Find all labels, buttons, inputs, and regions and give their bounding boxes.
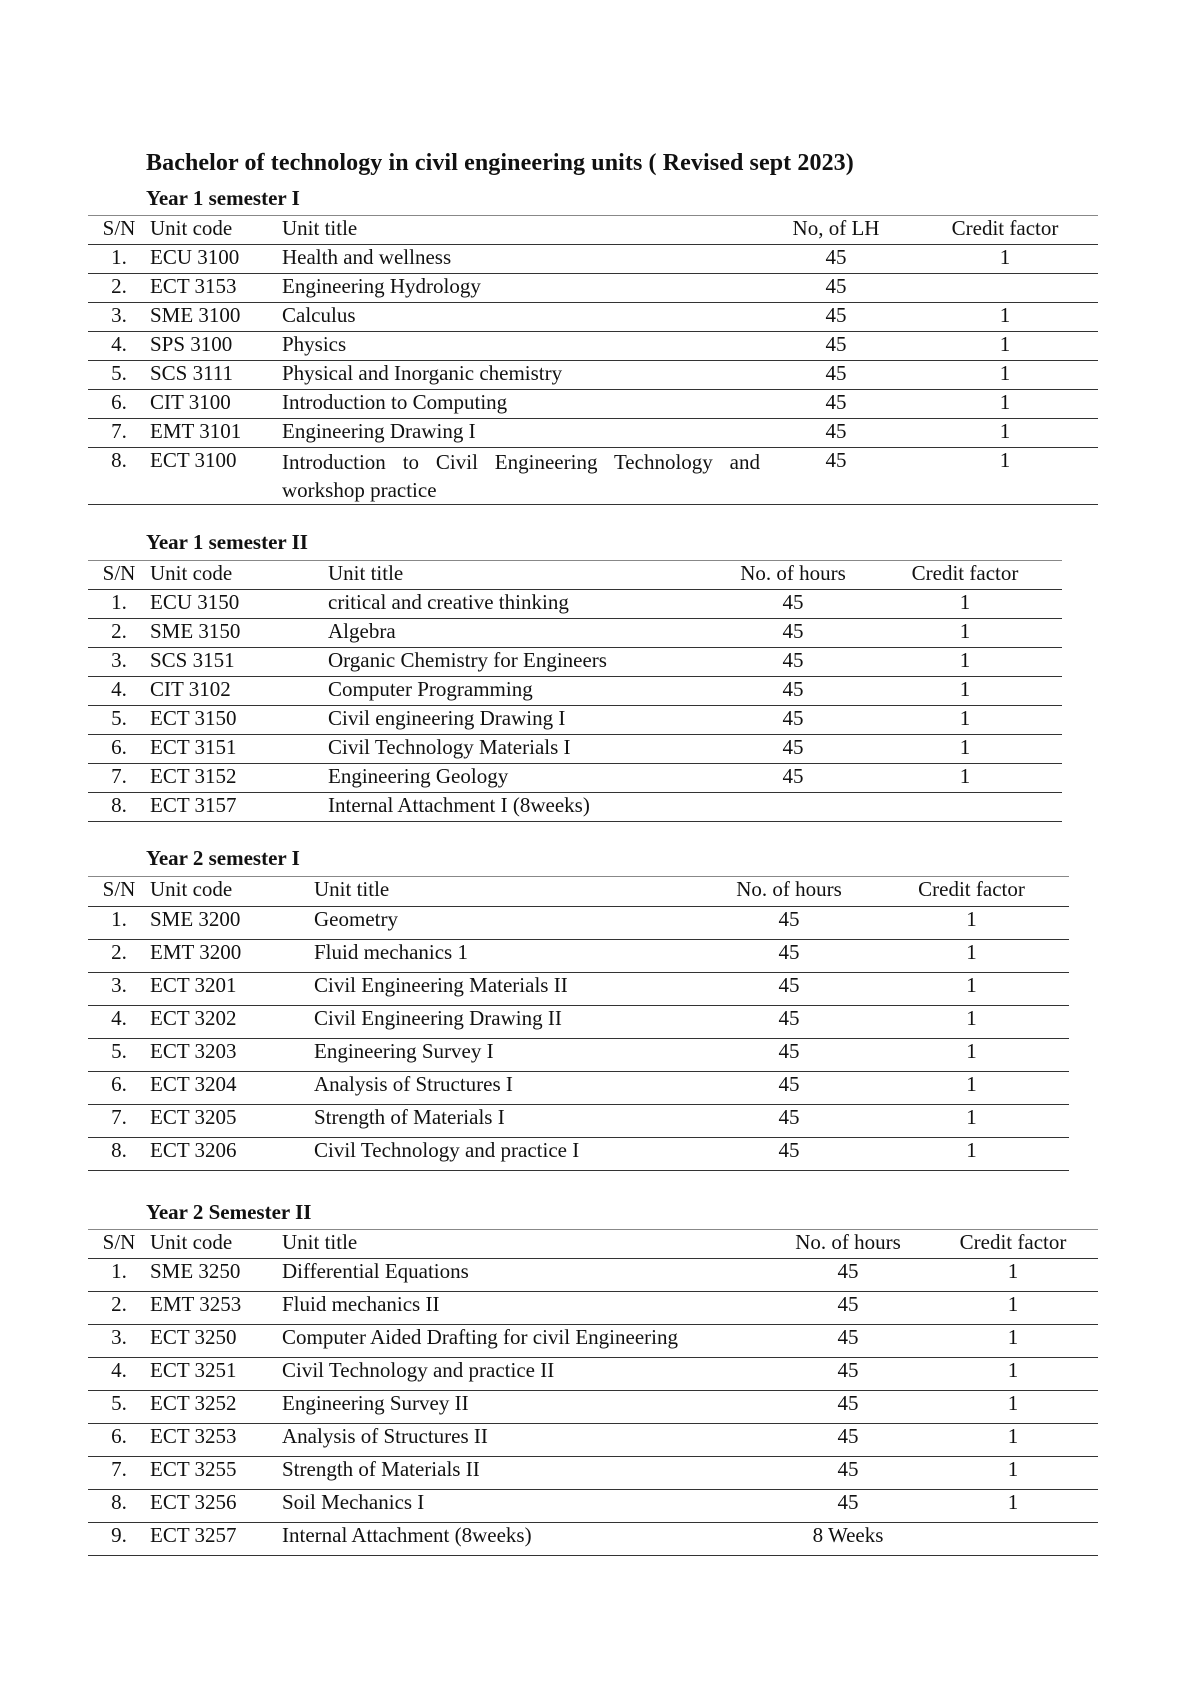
cell-sn: 1. [111,1259,127,1283]
table-row [88,619,1062,648]
column-header-credit: Credit factor [918,877,1025,901]
cell-title: Analysis of Structures I [314,1072,513,1096]
table-row [88,793,1062,822]
cell-hours: 45 [837,1490,859,1514]
section-heading-y2s2: Year 2 Semester II [146,1200,312,1224]
cell-hours: 45 [825,361,847,385]
table-row [88,1424,1098,1457]
units-table-y1s2 [88,560,1062,822]
cell-title: Introduction to Computing [282,390,508,414]
cell-credit: 1 [999,303,1011,327]
table-row [88,973,1069,1006]
column-header-title: Unit title [282,216,358,240]
table-row [88,940,1069,973]
cell-title: Computer Programming [328,677,533,701]
cell-code: ECU 3100 [150,245,240,269]
column-header-code: Unit code [150,216,233,240]
units-table-y2s1 [88,876,1069,1171]
cell-code: ECT 3151 [150,735,237,759]
cell-hours: 45 [782,706,804,730]
cell-code: ECT 3100 [150,448,237,472]
table-row [88,764,1062,793]
table-row [88,390,1098,419]
cell-title: Civil Engineering Drawing II [314,1006,562,1030]
cell-sn: 1. [111,590,127,614]
cell-code: ECT 3256 [150,1490,237,1514]
cell-title: critical and creative thinking [328,590,569,614]
cell-code: ECT 3206 [150,1138,237,1162]
table-row [88,361,1098,390]
cell-hours: 45 [782,590,804,614]
cell-hours [718,793,868,822]
cell-code: ECT 3201 [150,973,237,997]
cell-credit: 1 [1007,1457,1019,1481]
cell-sn: 7. [111,764,127,788]
cell-credit: 1 [966,1006,977,1030]
cell-sn: 1. [111,245,127,269]
table-header-row [88,216,1098,245]
cell-code: SME 3150 [150,619,241,643]
cell-credit: 1 [999,390,1011,414]
units-table-y2s2 [88,1229,1098,1556]
cell-sn: 3. [111,303,127,327]
cell-credit: 1 [999,361,1011,385]
cell-title: Geometry [314,907,398,931]
cell-credit: 1 [966,1039,977,1063]
cell-sn: 4. [111,332,127,356]
column-header-title: Unit title [328,561,404,585]
cell-sn: 6. [111,390,127,414]
cell-sn: 5. [111,706,127,730]
cell-title: Physical and Inorganic chemistry [282,361,563,385]
column-header-sn: S/N [102,561,136,585]
cell-sn: 7. [111,1457,127,1481]
column-header-hours: No. of hours [740,561,846,585]
table-row [88,1325,1098,1358]
column-header-sn: S/N [102,1230,136,1254]
table-row [88,448,1098,505]
cell-hours: 8 Weeks [812,1523,884,1547]
cell-code: ECU 3150 [150,590,240,614]
column-header-hours: No, of LH [792,216,880,240]
cell-hours: 45 [782,648,804,672]
table-row [88,1358,1098,1391]
cell-sn: 5. [111,361,127,385]
cell-sn: 7. [111,419,127,443]
cell-code: SME 3200 [150,907,241,931]
column-header-title: Unit title [314,877,390,901]
cell-hours: 45 [825,274,847,298]
cell-title: Civil Technology Materials I [328,735,571,759]
cell-title: Civil Engineering Materials II [314,973,568,997]
cell-title: Strength of Materials II [282,1457,480,1481]
cell-code: ECT 3255 [150,1457,237,1481]
table-row [88,1391,1098,1424]
table-row [88,1259,1098,1292]
page-title: Bachelor of technology in civil engineering units ( Revised sept 2023) [146,150,854,176]
table-row [88,1490,1098,1523]
cell-sn: 3. [111,1325,127,1349]
cell-sn: 6. [111,735,127,759]
cell-title: Internal Attachment I (8weeks) [328,793,590,817]
column-header-sn: S/N [102,877,136,901]
cell-code: ECT 3205 [150,1105,237,1129]
cell-hours: 45 [782,677,804,701]
section-heading-y1s2: Year 1 semester II [146,530,308,554]
cell-hours: 45 [782,619,804,643]
table-row [88,245,1098,274]
cell-code: ECT 3152 [150,764,237,788]
table-row [88,735,1062,764]
cell-code: SCS 3151 [150,648,235,672]
cell-title: Introduction to Civil Engineering Technology and workshop practice [282,450,760,502]
cell-code: ECT 3153 [150,274,237,298]
column-header-credit: Credit factor [959,1230,1067,1254]
cell-hours: 45 [778,973,800,997]
cell-credit: 1 [959,677,971,701]
cell-hours: 45 [837,1457,859,1481]
column-header-hours: No. of hours [736,877,842,901]
cell-hours: 45 [825,332,847,356]
cell-title: Health and wellness [282,245,452,269]
cell-hours: 45 [825,448,847,472]
cell-hours: 45 [825,419,847,443]
cell-hours: 45 [778,1138,800,1162]
table-row [88,648,1062,677]
table-row [88,1292,1098,1325]
cell-code: ECT 3257 [150,1523,237,1547]
cell-credit: 1 [959,764,971,788]
cell-hours: 45 [778,1072,800,1096]
cell-title: Soil Mechanics I [282,1490,425,1514]
table-row [88,274,1098,303]
cell-sn: 4. [111,677,127,701]
cell-code: ECT 3203 [150,1039,237,1063]
section-heading-y2s1: Year 2 semester I [146,846,300,870]
cell-title: Engineering Survey II [282,1391,469,1415]
cell-credit: 1 [999,448,1011,472]
cell-hours: 45 [837,1292,859,1316]
cell-sn: 8. [111,1138,127,1162]
cell-hours: 45 [782,735,804,759]
cell-credit: 1 [1007,1490,1019,1514]
table-row [88,1072,1069,1105]
cell-credit: 1 [966,1105,977,1129]
column-header-code: Unit code [150,877,233,901]
cell-hours: 45 [837,1358,859,1382]
cell-title: Calculus [282,303,356,327]
cell-sn: 9. [111,1523,127,1547]
cell-code: CIT 3100 [150,390,231,414]
cell-sn: 3. [111,973,127,997]
cell-sn: 4. [111,1006,127,1030]
column-header-hours: No. of hours [795,1230,901,1254]
cell-credit: 1 [959,706,971,730]
cell-hours: 45 [778,1039,800,1063]
table-row [88,907,1069,940]
column-header-credit: Credit factor [951,216,1059,240]
cell-hours: 45 [778,1006,800,1030]
cell-sn: 3. [111,648,127,672]
column-header-credit: Credit factor [911,561,1019,585]
cell-sn: 2. [111,940,127,964]
cell-code: ECT 3157 [150,793,237,817]
cell-title: Fluid mechanics 1 [314,940,468,964]
cell-hours: 45 [837,1325,859,1349]
table-row [88,332,1098,361]
cell-title: Engineering Geology [328,764,509,788]
cell-title: Algebra [328,619,396,643]
cell-credit: 1 [966,940,977,964]
cell-title: Strength of Materials I [314,1105,505,1129]
table-row [88,1006,1069,1039]
table-row [88,1523,1098,1556]
cell-code: SME 3100 [150,303,241,327]
cell-credit: 1 [966,973,977,997]
cell-title: Physics [282,332,347,356]
table-row [88,706,1062,735]
cell-code: ECT 3251 [150,1358,237,1382]
table-header-row [88,1230,1098,1259]
table-row [88,419,1098,448]
cell-code: ECT 3204 [150,1072,237,1096]
cell-sn: 7. [111,1105,127,1129]
cell-hours: 45 [778,907,800,931]
cell-credit: 1 [1007,1391,1019,1415]
cell-sn: 8. [111,793,127,817]
cell-title: Engineering Survey I [314,1039,494,1063]
cell-code: ECT 3150 [150,706,237,730]
cell-credit: 1 [959,735,971,759]
cell-hours: 45 [778,940,800,964]
cell-title: Computer Aided Drafting for civil Engineering [282,1325,678,1349]
cell-title: Differential Equations [282,1259,469,1283]
cell-sn: 2. [111,274,127,298]
cell-hours: 45 [778,1105,800,1129]
cell-title: Civil Technology and practice I [314,1138,580,1162]
cell-title: Internal Attachment (8weeks) [282,1523,532,1547]
cell-hours: 45 [837,1391,859,1415]
cell-sn: 2. [111,1292,127,1316]
cell-credit [912,274,1098,303]
cell-code: ECT 3253 [150,1424,237,1448]
column-header-code: Unit code [150,1230,233,1254]
cell-sn: 8. [111,448,127,472]
cell-code: ECT 3202 [150,1006,237,1030]
cell-sn: 4. [111,1358,127,1382]
cell-credit: 1 [959,590,971,614]
cell-hours: 45 [782,764,804,788]
cell-credit: 1 [1007,1259,1019,1283]
cell-credit: 1 [959,619,971,643]
table-row [88,303,1098,332]
column-header-code: Unit code [150,561,233,585]
column-header-title: Unit title [282,1230,358,1254]
cell-credit: 1 [999,419,1011,443]
cell-code: SME 3250 [150,1259,241,1283]
cell-credit: 1 [966,907,977,931]
cell-code: SCS 3111 [150,361,234,385]
cell-credit: 1 [1007,1358,1019,1382]
cell-credit: 1 [959,648,971,672]
cell-credit: 1 [1007,1292,1019,1316]
column-header-sn: S/N [102,216,136,240]
cell-hours: 45 [837,1259,859,1283]
cell-sn: 8. [111,1490,127,1514]
cell-code: EMT 3200 [150,940,242,964]
cell-code: ECT 3250 [150,1325,237,1349]
cell-sn: 1. [111,907,127,931]
table-row [88,1457,1098,1490]
cell-title: Fluid mechanics II [282,1292,440,1316]
table-row [88,677,1062,706]
cell-sn: 6. [111,1424,127,1448]
cell-title: Organic Chemistry for Engineers [328,648,607,672]
cell-code: CIT 3102 [150,677,231,701]
table-row [88,1039,1069,1072]
table-header-row [88,877,1069,907]
cell-title: Engineering Hydrology [282,274,481,298]
cell-hours: 45 [825,390,847,414]
cell-credit [928,1523,1098,1556]
cell-credit: 1 [1007,1325,1019,1349]
cell-credit [868,793,1062,822]
cell-title: Civil Technology and practice II [282,1358,555,1382]
section-heading-y1s1: Year 1 semester I [146,186,300,210]
cell-credit: 1 [999,245,1011,269]
table-row [88,1138,1069,1171]
cell-title: Civil engineering Drawing I [328,706,566,730]
cell-credit: 1 [966,1138,977,1162]
cell-sn: 2. [111,619,127,643]
cell-hours: 45 [825,245,847,269]
table-header-row [88,561,1062,590]
cell-sn: 5. [111,1391,127,1415]
cell-credit: 1 [1007,1424,1019,1448]
cell-hours: 45 [825,303,847,327]
cell-sn: 5. [111,1039,127,1063]
cell-code: SPS 3100 [150,332,233,356]
table-row [88,1105,1069,1138]
cell-credit: 1 [999,332,1011,356]
units-table-y1s1 [88,215,1098,505]
table-row [88,590,1062,619]
cell-title: Analysis of Structures II [282,1424,488,1448]
cell-hours: 45 [837,1424,859,1448]
cell-title: Engineering Drawing I [282,419,476,443]
cell-code: ECT 3252 [150,1391,237,1415]
cell-code: EMT 3101 [150,419,242,443]
cell-sn: 6. [111,1072,127,1096]
cell-code: EMT 3253 [150,1292,242,1316]
cell-credit: 1 [966,1072,977,1096]
